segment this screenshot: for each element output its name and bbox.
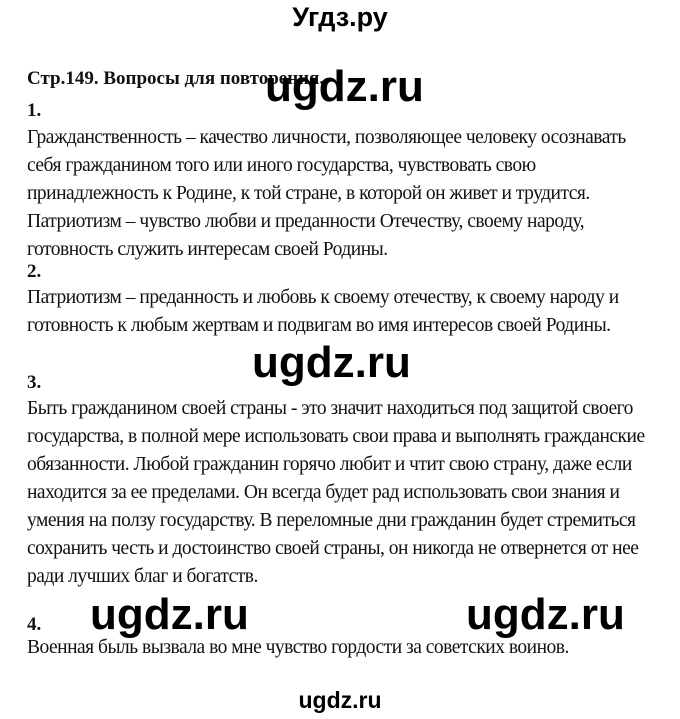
watermark: ugdz.ru [265,62,424,111]
answer-3-text [27,395,645,591]
text-line: государства, в полной мере использовать свои права и выполнять гражданские [27,426,645,447]
answer-number: 1. [27,100,42,121]
answer-4-text [27,634,569,662]
text-line: Военная быль вызвала во мне чувство гордости за советских воинов. [27,637,569,658]
text-line: находится за ее пределами. Он всегда будет рад использовать свои знания и [27,482,620,503]
site-header-title: Угдз.ру [292,2,388,32]
text-line: умения на ползу государству. В переломные дни гражданин будет стремиться [27,510,636,531]
answer-number: 3. [27,372,42,393]
text-line: себя гражданином того или иного государства, чувствовать свою [27,155,536,176]
watermark: ugdz.ru [466,590,625,639]
answer-number: 4. [27,614,42,635]
watermark: ugdz.ru [252,338,411,387]
text-line: ради лучших благ и богатств. [27,566,258,587]
text-line: Гражданственность – качество личности, позволяющее человеку осознавать [27,127,626,148]
text-line: обязанности. Любой гражданин горячо любит и чтит свою страну, даже если [27,454,632,475]
answer-number: 2. [27,261,42,282]
text-line: готовность служить интересам своей Родины. [27,239,388,260]
text-line: готовность к любым жертвам и подвигам во имя интересов своей Родины. [27,315,611,336]
text-line: Быть гражданином своей страны - это значит находиться под защитой своего [27,398,633,419]
answer-1-text [27,124,626,264]
text-line: сохранить честь и достоинство своей страны, он никогда не отвернется от нее [27,538,639,559]
text-line: принадлежность к Родине, к той стране, в которой он живет и трудится. [27,183,590,204]
text-line: Патриотизм – преданность и любовь к своему отечеству, к своему народу и [27,287,619,308]
answer-2-text [27,284,619,340]
watermark: ugdz.ru [90,590,249,639]
text-line: Патриотизм – чувство любви и преданности Отечеству, своему народу, [27,211,585,232]
page-title: Стр.149. Вопросы для повторения. [27,68,325,89]
site-footer: ugdz.ru [298,687,382,713]
